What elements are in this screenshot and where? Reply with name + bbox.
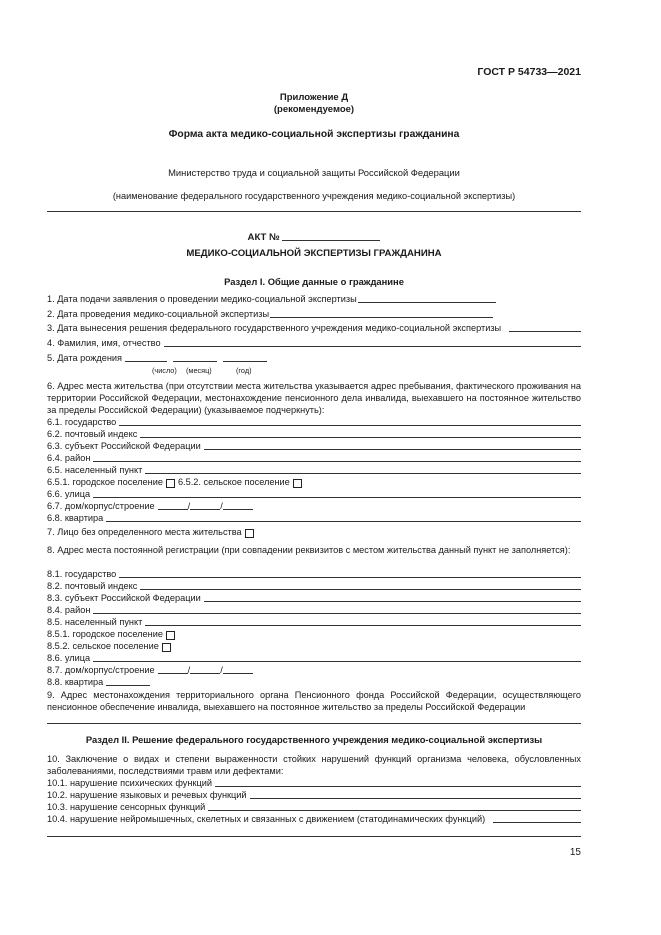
field-8-8 — [47, 676, 581, 688]
field-4-label: 4. Фамилия, имя, отчество — [47, 338, 161, 348]
field-10-4-input[interactable] — [493, 822, 581, 823]
field-8-6 — [47, 652, 581, 664]
field-10-1-input[interactable] — [215, 786, 581, 787]
appendix-subtitle: (рекомендуемое) — [273, 104, 355, 115]
caption-year: (год) — [236, 366, 252, 375]
field-5 — [47, 352, 581, 364]
field-10-2-input[interactable] — [250, 798, 581, 799]
field-8-7 — [47, 664, 581, 676]
building-input[interactable] — [190, 509, 220, 510]
field-7 — [47, 526, 581, 538]
act-number-label: АКТ № — [247, 232, 280, 243]
field-10-3-label: 10.3. нарушение сенсорных функций — [47, 802, 206, 812]
field-8-4-label: 8.4. район — [47, 605, 91, 615]
field-8-5-2-label: 8.5.2. сельское поселение — [47, 641, 159, 651]
field-6-1 — [47, 416, 581, 428]
field-2 — [47, 308, 581, 320]
field-6-5-input[interactable] — [145, 473, 581, 474]
field-10-4-line[interactable] — [47, 836, 581, 837]
field-8-8-input[interactable] — [106, 685, 150, 686]
slash-separator: / — [220, 501, 223, 511]
slash-separator: / — [187, 665, 191, 675]
caption-day: (число) — [152, 366, 177, 375]
institution-line[interactable] — [47, 211, 581, 212]
field-8-2-input[interactable] — [140, 589, 581, 590]
field-10-3-input[interactable] — [208, 810, 581, 811]
birth-day-input[interactable] — [125, 361, 167, 362]
ministry-name: Министерство труда и социальной защиты Российской Федерации — [168, 167, 460, 178]
field-6-6 — [47, 488, 581, 500]
reg-building-input[interactable] — [190, 673, 220, 674]
field-6-7-label: 6.7. дом/корпус/строение — [47, 501, 155, 511]
field-8-4 — [47, 604, 581, 616]
field-8-1-label: 8.1. государство — [47, 569, 117, 579]
field-1-label: 1. Дата подачи заявления о проведении медико-социальной экспертизы — [47, 294, 357, 304]
field-8-5-2 — [47, 640, 581, 652]
field-8-1-input[interactable] — [119, 577, 581, 578]
field-3-input[interactable] — [509, 331, 581, 332]
field-6-3 — [47, 440, 581, 452]
reg-rural-settlement-checkbox[interactable] — [162, 643, 171, 652]
field-8-5 — [47, 616, 581, 628]
field-6-3-input[interactable] — [204, 449, 581, 450]
structure-input[interactable] — [223, 509, 253, 510]
act-number-field[interactable] — [282, 231, 380, 241]
urban-settlement-checkbox[interactable] — [166, 479, 175, 488]
field-8-6-label: 8.6. улица — [47, 653, 91, 663]
homeless-checkbox[interactable] — [245, 529, 254, 538]
field-7-label: 7. Лицо без определенного места жительства — [47, 527, 242, 537]
field-5-label: 5. Дата рождения — [47, 353, 123, 363]
field-8-5-1 — [47, 628, 581, 640]
field-9-line[interactable] — [47, 723, 581, 724]
field-10-1 — [47, 777, 581, 789]
reg-house-input[interactable] — [158, 673, 188, 674]
field-3-label: 3. Дата вынесения решения федерального государственного учреждения медико-социальной экспертизы — [47, 323, 502, 333]
field-10-1-label: 10.1. нарушение психических функций — [47, 778, 213, 788]
slash-separator: / — [187, 501, 191, 511]
field-10-2-label: 10.2. нарушение языковых и речевых функций — [47, 790, 247, 800]
act-number-line — [47, 231, 581, 243]
field-10-text: 10. Заключение о видах и степени выраженности стойких нарушений функций организма человека, обусловленных заболеваниями, последствиями травм или дефектами: — [47, 754, 581, 776]
house-input[interactable] — [158, 509, 188, 510]
slash-separator: / — [220, 665, 223, 675]
field-2-input[interactable] — [270, 317, 493, 318]
field-3 — [47, 322, 581, 334]
field-10-4 — [47, 813, 581, 825]
form-title: Форма акта медико-социальной экспертизы гражданина — [168, 129, 460, 140]
field-10-4-label: 10.4. нарушение нейромышечных, скелетных и связанных с движением (статодинамических функций) — [47, 814, 486, 824]
field-8-7-label: 8.7. дом/корпус/строение — [47, 665, 155, 675]
field-8-5-label: 8.5. населенный пункт — [47, 617, 143, 627]
field-6-1-label: 6.1. государство — [47, 417, 117, 427]
field-8-4-input[interactable] — [93, 613, 581, 614]
field-8-2 — [47, 580, 581, 592]
field-6-2 — [47, 428, 581, 440]
field-8-3 — [47, 592, 581, 604]
field-6-2-label: 6.2. почтовый индекс — [47, 429, 138, 439]
field-6-8-input[interactable] — [106, 521, 581, 522]
section1-title: Раздел I. Общие данные о гражданине — [224, 276, 404, 287]
field-6-7 — [47, 500, 581, 512]
field-6-5-1-label: 6.5.1. городское поселение — [47, 477, 163, 487]
appendix-title: Приложение Д — [279, 92, 349, 103]
field-8-1 — [47, 568, 581, 580]
field-6-4-input[interactable] — [93, 461, 581, 462]
field-4-input[interactable] — [164, 346, 581, 347]
field-2-label: 2. Дата проведения медико-социальной экспертизы — [47, 309, 270, 319]
field-8-2-label: 8.2. почтовый индекс — [47, 581, 138, 591]
field-8-8-label: 8.8. квартира — [47, 677, 104, 687]
field-6-5-options — [47, 476, 581, 488]
field-9-text: 9. Адрес местонахождения территориального органа Пенсионного фонда Российской Федерации, осуществляющего пенсионное обеспечение инвалида, выехавшего на постоянное жительство за пределы Российской Федерации — [47, 690, 581, 712]
birth-month-input[interactable] — [173, 361, 217, 362]
page-number: 15 — [569, 847, 581, 858]
field-1-input[interactable] — [358, 302, 496, 303]
field-6-4 — [47, 452, 581, 464]
field-8-5-1-label: 8.5.1. городское поселение — [47, 629, 163, 639]
act-title: МЕДИКО-СОЦИАЛЬНОЙ ЭКСПЕРТИЗЫ ГРАЖДАНИНА — [186, 248, 442, 259]
field-8-3-label: 8.3. субъект Российской Федерации — [47, 593, 201, 603]
field-6-4-label: 6.4. район — [47, 453, 91, 463]
field-6-3-label: 6.3. субъект Российской Федерации — [47, 441, 201, 451]
birth-year-input[interactable] — [223, 361, 267, 362]
field-4 — [47, 337, 581, 349]
reg-structure-input[interactable] — [223, 673, 253, 674]
field-6-6-input[interactable] — [93, 497, 581, 498]
reg-urban-settlement-checkbox[interactable] — [166, 631, 175, 640]
field-6-5-2-label: 6.5.2. сельское поселение — [177, 477, 290, 487]
field-6-2-input[interactable] — [140, 437, 581, 438]
field-10-2 — [47, 789, 581, 801]
section2-title: Раздел II. Решение федерального государственного учреждения медико-социальной экспертизы — [85, 734, 543, 745]
caption-month: (месяц) — [186, 366, 212, 375]
field-6-text: 6. Адрес места жительства (при отсутствии места жительства указывается адрес пребывания, фактического проживания на территории Российской Федерации, местонахождение пенсионного дела инвалида, выехавшего на постоянное жительство за пределы Российской Федерации) (указываемое подчеркнуть): — [47, 381, 581, 415]
field-6-6-label: 6.6. улица — [47, 489, 91, 499]
field-8-text: 8. Адрес места постоянной регистрации (при совпадении реквизитов с местом жительства данный пункт не заполняется): — [47, 545, 571, 555]
field-6-8 — [47, 512, 581, 524]
institution-caption: (наименование федерального государственного учреждения медико-социальной экспертизы) — [112, 191, 516, 201]
field-8-3-input[interactable] — [204, 601, 581, 602]
field-6-1-input[interactable] — [119, 425, 581, 426]
field-1 — [47, 293, 581, 305]
field-10-3 — [47, 801, 581, 813]
field-6-5-label: 6.5. населенный пункт — [47, 465, 143, 475]
field-6-8-label: 6.8. квартира — [47, 513, 104, 523]
standard-number: ГОСТ Р 54733—2021 — [477, 66, 581, 78]
rural-settlement-checkbox[interactable] — [293, 479, 302, 488]
field-6-5 — [47, 464, 581, 476]
field-8-6-input[interactable] — [93, 661, 581, 662]
field-8-5-input[interactable] — [145, 625, 581, 626]
